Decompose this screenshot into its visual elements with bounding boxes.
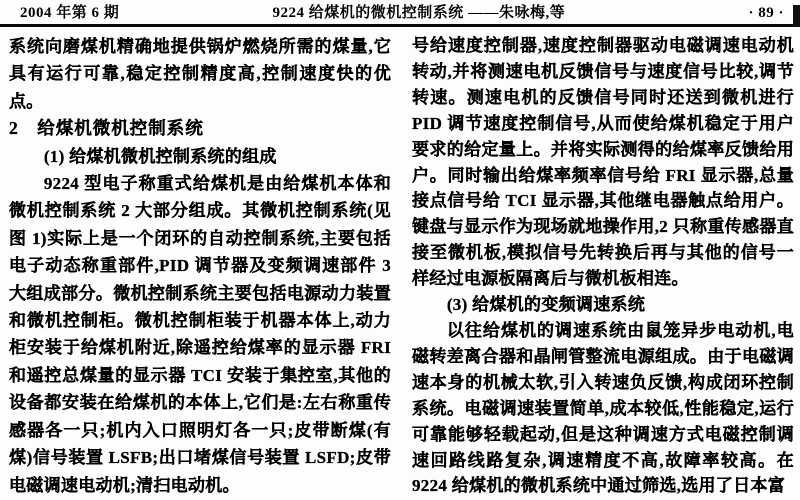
scan-edge-artifact	[793, 5, 800, 27]
sub-heading: (1) 给煤机微机控制系统的组成	[43, 146, 277, 166]
page-header	[0, 0, 800, 23]
paragraph: 号给速度控制器,速度控制器驱动电磁调速电动机转动,并将测速电机反馈信号与速度信号比较,调节转速。测速电机的反馈信号同时还送到微机进行 PID 调节速度控制信号,从而使给煤机稳定于用户要求的给定量上。并将实际测得的给煤率反馈给用户。同时输出给煤率频率信号给 FRI 显示器,总量接点信号给 TCI 显示器,其他继电器触点给用户。键盘与显示作为现场就地操作用,2 只称重传感器直接至微机板,模拟信号先转换后再与其他的信号一样经过电源板隔离后与微机板相连。	[412, 36, 794, 289]
page-number: · 89 ·	[748, 5, 784, 21]
section-heading: 2 给煤机微机控制系统	[9, 118, 204, 139]
journal-issue: 2004 年第 6 期	[20, 5, 120, 21]
paragraph: 系统向磨煤机精确地提供锅炉燃烧所需的煤量,它具有运行可靠,稳定控制精度高,控制速度快的优点。	[9, 37, 391, 111]
text-columns	[0, 27, 800, 499]
right-column	[412, 33, 794, 499]
sub-heading: (3) 给煤机的变频调速系统	[446, 295, 646, 315]
paragraph: 以往给煤机的调速系统由鼠笼异步电动机,电磁转差离合器和晶闸管整流电源组成。由于电磁调速本身的机械太软,引入转速负反馈,构成闭环控制系统。电磁调速装置简单,成本较低,性能稳定,运行可靠能够轻载起动,但是这种调速方式电磁控制调速回路线路复杂,调速精度不高,故障率较高。在 9224 给煤机的微机系统中通过筛选,选用了日本富	[412, 320, 794, 496]
article-running-title: 9224 给煤机的微机控制系统 ——朱咏梅,等	[272, 5, 566, 21]
paragraph: 9224 型电子称重式给煤机是由给煤机本体和微机控制系统 2 大部分组成。其微机控制系统(见图 1)实际上是一个闭环的自动控制系统,主要包括电子动态称重部件,PID 调节器及变频调速部件 3 大组成部分。微机控制系统主要包括电源动力装置和微机控制柜。微机控制柜装于机器本体上,动力柜安装于给煤机附近,除遥控给煤率的显示器 FRI 和遥控总煤量的显示器 TCI 安装于集控室,其他的设备都安装在给煤机的本体上,它们是:左右称重传感器各一只;机内入口照明灯各一只;皮带断煤(有煤)信号装置 LSFB;出口堵煤信号装置 LSFD;皮带电磁调速电动机;清扫电动机。	[9, 174, 391, 495]
left-column	[9, 33, 391, 499]
